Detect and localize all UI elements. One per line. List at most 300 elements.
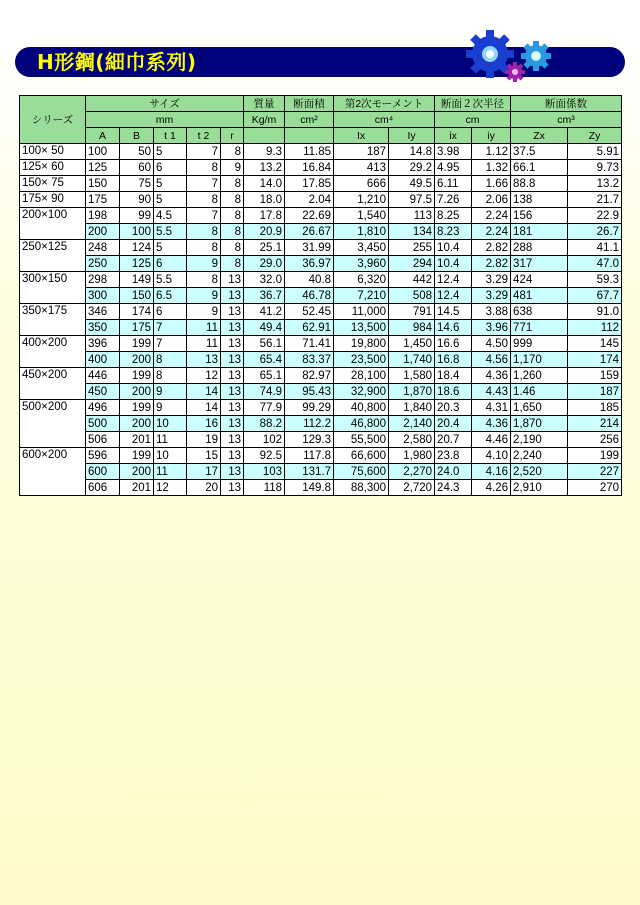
cell-radius-ix: 16.8 <box>435 352 472 368</box>
cell-radius-ix: 12.4 <box>435 272 472 288</box>
header-mass-unit: Kg/m <box>244 112 285 128</box>
cell-a: 500 <box>86 416 120 432</box>
cell-area: 26.67 <box>285 224 334 240</box>
series-cell: 500×200 <box>20 400 86 448</box>
header-area-unit: cm² <box>285 112 334 128</box>
cell-t2: 14 <box>187 384 221 400</box>
header-sub-iy-moment: Iy <box>389 128 435 144</box>
cell-radius-iy: 1.66 <box>472 176 511 192</box>
cell-radius-ix: 8.25 <box>435 208 472 224</box>
cell-t2: 7 <box>187 208 221 224</box>
cell-modulus-zx: 88.8 <box>511 176 568 192</box>
cell-modulus-zx: 317 <box>511 256 568 272</box>
header-area-blank <box>285 128 334 144</box>
cell-moment-ix: 666 <box>334 176 389 192</box>
cell-a: 350 <box>86 320 120 336</box>
cell-r: 8 <box>221 208 244 224</box>
cell-radius-ix: 20.4 <box>435 416 472 432</box>
cell-a: 125 <box>86 160 120 176</box>
cell-mass: 103 <box>244 464 285 480</box>
cell-t1: 7 <box>154 320 187 336</box>
cell-radius-iy: 4.36 <box>472 416 511 432</box>
table-body <box>20 144 622 496</box>
table-row <box>20 224 622 240</box>
table-row <box>20 352 622 368</box>
cell-radius-ix: 4.95 <box>435 160 472 176</box>
header-sub-t1: t 1 <box>154 128 187 144</box>
cell-a: 250 <box>86 256 120 272</box>
cell-moment-iy: 1,870 <box>389 384 435 400</box>
cell-t2: 14 <box>187 400 221 416</box>
cell-t2: 9 <box>187 288 221 304</box>
cell-mass: 17.8 <box>244 208 285 224</box>
cell-t1: 4.5 <box>154 208 187 224</box>
series-cell: 100× 50 <box>20 144 86 160</box>
cell-t2: 20 <box>187 480 221 496</box>
cell-moment-iy: 791 <box>389 304 435 320</box>
cell-b: 99 <box>120 208 154 224</box>
table-row <box>20 432 622 448</box>
cell-b: 174 <box>120 304 154 320</box>
cell-r: 13 <box>221 384 244 400</box>
header-mass: 質量 <box>244 96 285 112</box>
cell-modulus-zx: 1,170 <box>511 352 568 368</box>
cell-a: 346 <box>86 304 120 320</box>
header-sub-zy: Zy <box>568 128 622 144</box>
cell-modulus-zy: 185 <box>568 400 622 416</box>
cell-t2: 9 <box>187 256 221 272</box>
cell-modulus-zy: 21.7 <box>568 192 622 208</box>
cell-moment-iy: 1,740 <box>389 352 435 368</box>
cell-area: 40.8 <box>285 272 334 288</box>
header-sub-a: A <box>86 128 120 144</box>
series-cell: 125× 60 <box>20 160 86 176</box>
cell-t1: 11 <box>154 432 187 448</box>
cell-area: 149.8 <box>285 480 334 496</box>
table-row <box>20 480 622 496</box>
cell-moment-iy: 134 <box>389 224 435 240</box>
cell-moment-iy: 442 <box>389 272 435 288</box>
table-row <box>20 192 622 208</box>
cell-t1: 7 <box>154 336 187 352</box>
header-area: 断面積 <box>285 96 334 112</box>
cell-moment-iy: 1,580 <box>389 368 435 384</box>
cell-radius-iy: 2.82 <box>472 240 511 256</box>
cell-moment-ix: 1,810 <box>334 224 389 240</box>
cell-b: 149 <box>120 272 154 288</box>
cell-r: 8 <box>221 192 244 208</box>
cell-modulus-zx: 1,260 <box>511 368 568 384</box>
cell-radius-ix: 7.26 <box>435 192 472 208</box>
cell-modulus-zx: 2,520 <box>511 464 568 480</box>
cell-moment-iy: 2,580 <box>389 432 435 448</box>
cell-moment-ix: 55,500 <box>334 432 389 448</box>
cell-moment-ix: 19,800 <box>334 336 389 352</box>
table-row <box>20 384 622 400</box>
cell-modulus-zy: 112 <box>568 320 622 336</box>
cell-t1: 8 <box>154 368 187 384</box>
cell-moment-ix: 187 <box>334 144 389 160</box>
cell-a: 300 <box>86 288 120 304</box>
cell-modulus-zx: 481 <box>511 288 568 304</box>
series-cell: 300×150 <box>20 272 86 304</box>
cell-radius-iy: 3.88 <box>472 304 511 320</box>
header-size-unit: mm <box>86 112 244 128</box>
cell-modulus-zx: 1,650 <box>511 400 568 416</box>
cell-radius-iy: 3.96 <box>472 320 511 336</box>
cell-t1: 12 <box>154 480 187 496</box>
header-modulus-unit: cm³ <box>511 112 622 128</box>
cell-moment-iy: 49.5 <box>389 176 435 192</box>
cell-moment-ix: 88,300 <box>334 480 389 496</box>
table-row <box>20 336 622 352</box>
cell-b: 50 <box>120 144 154 160</box>
cell-b: 201 <box>120 480 154 496</box>
cell-t2: 8 <box>187 192 221 208</box>
cell-t2: 9 <box>187 304 221 320</box>
cell-modulus-zy: 145 <box>568 336 622 352</box>
header-sub-zx: Zx <box>511 128 568 144</box>
cell-radius-iy: 4.16 <box>472 464 511 480</box>
cell-modulus-zy: 270 <box>568 480 622 496</box>
series-cell: 150× 75 <box>20 176 86 192</box>
cell-modulus-zy: 187 <box>568 384 622 400</box>
cell-a: 450 <box>86 384 120 400</box>
cell-area: 2.04 <box>285 192 334 208</box>
cell-mass: 74.9 <box>244 384 285 400</box>
cell-modulus-zx: 66.1 <box>511 160 568 176</box>
cell-area: 112.2 <box>285 416 334 432</box>
cell-modulus-zx: 181 <box>511 224 568 240</box>
cell-mass: 88.2 <box>244 416 285 432</box>
cell-radius-ix: 8.23 <box>435 224 472 240</box>
cell-area: 31.99 <box>285 240 334 256</box>
cell-moment-ix: 1,540 <box>334 208 389 224</box>
cell-t1: 11 <box>154 464 187 480</box>
cell-t1: 9 <box>154 400 187 416</box>
cell-radius-iy: 4.10 <box>472 448 511 464</box>
table-row <box>20 304 622 320</box>
table-row <box>20 448 622 464</box>
cell-radius-ix: 3.98 <box>435 144 472 160</box>
cell-mass: 102 <box>244 432 285 448</box>
cell-radius-ix: 16.6 <box>435 336 472 352</box>
cell-r: 13 <box>221 448 244 464</box>
cell-r: 8 <box>221 144 244 160</box>
cell-radius-iy: 4.46 <box>472 432 511 448</box>
cell-modulus-zx: 138 <box>511 192 568 208</box>
cell-modulus-zy: 22.9 <box>568 208 622 224</box>
cell-t2: 16 <box>187 416 221 432</box>
cell-moment-iy: 97.5 <box>389 192 435 208</box>
cell-modulus-zx: 2,240 <box>511 448 568 464</box>
cell-radius-ix: 20.7 <box>435 432 472 448</box>
table-row <box>20 368 622 384</box>
cell-moment-ix: 6,320 <box>334 272 389 288</box>
cell-b: 75 <box>120 176 154 192</box>
cell-moment-ix: 11,000 <box>334 304 389 320</box>
cell-b: 60 <box>120 160 154 176</box>
cell-mass: 118 <box>244 480 285 496</box>
cell-modulus-zx: 1,870 <box>511 416 568 432</box>
cell-area: 17.85 <box>285 176 334 192</box>
cell-r: 13 <box>221 400 244 416</box>
cell-t2: 17 <box>187 464 221 480</box>
table-row <box>20 160 622 176</box>
cell-modulus-zy: 9.73 <box>568 160 622 176</box>
cell-t1: 5 <box>154 192 187 208</box>
cell-a: 175 <box>86 192 120 208</box>
header-size: サイズ <box>86 96 244 112</box>
cell-t2: 11 <box>187 336 221 352</box>
cell-modulus-zy: 159 <box>568 368 622 384</box>
cell-radius-ix: 6.11 <box>435 176 472 192</box>
table-row <box>20 288 622 304</box>
cell-a: 198 <box>86 208 120 224</box>
table-row <box>20 240 622 256</box>
cell-t2: 7 <box>187 144 221 160</box>
cell-moment-iy: 1,450 <box>389 336 435 352</box>
cell-a: 506 <box>86 432 120 448</box>
cell-b: 200 <box>120 416 154 432</box>
cell-t2: 8 <box>187 240 221 256</box>
cell-b: 150 <box>120 288 154 304</box>
cell-t1: 6 <box>154 256 187 272</box>
cell-mass: 41.2 <box>244 304 285 320</box>
cell-modulus-zy: 13.2 <box>568 176 622 192</box>
cell-radius-ix: 14.5 <box>435 304 472 320</box>
cell-radius-iy: 4.50 <box>472 336 511 352</box>
cell-mass: 92.5 <box>244 448 285 464</box>
cell-b: 124 <box>120 240 154 256</box>
cell-a: 596 <box>86 448 120 464</box>
cell-radius-ix: 10.4 <box>435 240 472 256</box>
cell-radius-ix: 24.3 <box>435 480 472 496</box>
cell-a: 298 <box>86 272 120 288</box>
cell-radius-ix: 12.4 <box>435 288 472 304</box>
cell-moment-ix: 28,100 <box>334 368 389 384</box>
cell-radius-ix: 18.6 <box>435 384 472 400</box>
cell-t1: 8 <box>154 352 187 368</box>
cell-area: 95.43 <box>285 384 334 400</box>
cell-t1: 6 <box>154 304 187 320</box>
cell-radius-iy: 1.32 <box>472 160 511 176</box>
cell-radius-iy: 4.56 <box>472 352 511 368</box>
cell-r: 13 <box>221 304 244 320</box>
cell-radius-ix: 14.6 <box>435 320 472 336</box>
cell-moment-iy: 984 <box>389 320 435 336</box>
cell-modulus-zy: 26.7 <box>568 224 622 240</box>
cell-modulus-zy: 256 <box>568 432 622 448</box>
cell-r: 13 <box>221 432 244 448</box>
table-row <box>20 256 622 272</box>
cell-modulus-zx: 37.5 <box>511 144 568 160</box>
cell-b: 199 <box>120 400 154 416</box>
cell-modulus-zy: 67.7 <box>568 288 622 304</box>
cell-moment-iy: 294 <box>389 256 435 272</box>
cell-area: 52.45 <box>285 304 334 320</box>
cell-radius-iy: 2.24 <box>472 224 511 240</box>
cell-b: 90 <box>120 192 154 208</box>
cell-moment-iy: 508 <box>389 288 435 304</box>
cell-mass: 36.7 <box>244 288 285 304</box>
cell-t1: 5.5 <box>154 224 187 240</box>
cell-t2: 13 <box>187 352 221 368</box>
cell-moment-iy: 29.2 <box>389 160 435 176</box>
cell-a: 150 <box>86 176 120 192</box>
cell-t2: 8 <box>187 160 221 176</box>
cell-b: 200 <box>120 352 154 368</box>
cell-moment-ix: 40,800 <box>334 400 389 416</box>
cell-area: 99.29 <box>285 400 334 416</box>
cell-area: 16.84 <box>285 160 334 176</box>
series-cell: 175× 90 <box>20 192 86 208</box>
cell-a: 200 <box>86 224 120 240</box>
cell-radius-iy: 2.24 <box>472 208 511 224</box>
cell-r: 13 <box>221 288 244 304</box>
header-radius: 断面２次半径 <box>435 96 511 112</box>
cell-a: 600 <box>86 464 120 480</box>
table-row <box>20 208 622 224</box>
cell-mass: 18.0 <box>244 192 285 208</box>
cell-area: 131.7 <box>285 464 334 480</box>
header-sub-t2: t 2 <box>187 128 221 144</box>
cell-mass: 25.1 <box>244 240 285 256</box>
header-moment-unit: cm⁴ <box>334 112 435 128</box>
cell-mass: 9.3 <box>244 144 285 160</box>
cell-moment-ix: 46,800 <box>334 416 389 432</box>
cell-modulus-zy: 59.3 <box>568 272 622 288</box>
cell-r: 13 <box>221 320 244 336</box>
cell-radius-iy: 4.31 <box>472 400 511 416</box>
cell-modulus-zx: 999 <box>511 336 568 352</box>
cell-radius-iy: 4.26 <box>472 480 511 496</box>
cell-r: 8 <box>221 240 244 256</box>
cell-a: 100 <box>86 144 120 160</box>
gears-icon <box>462 28 562 84</box>
cell-moment-ix: 66,600 <box>334 448 389 464</box>
cell-b: 199 <box>120 368 154 384</box>
series-cell: 400×200 <box>20 336 86 368</box>
cell-t1: 6.5 <box>154 288 187 304</box>
cell-modulus-zx: 2,190 <box>511 432 568 448</box>
cell-r: 8 <box>221 256 244 272</box>
cell-area: 82.97 <box>285 368 334 384</box>
cell-radius-ix: 23.8 <box>435 448 472 464</box>
cell-t2: 11 <box>187 320 221 336</box>
cell-moment-ix: 413 <box>334 160 389 176</box>
cell-t1: 5.5 <box>154 272 187 288</box>
cell-modulus-zx: 638 <box>511 304 568 320</box>
cell-moment-iy: 2,270 <box>389 464 435 480</box>
cell-mass: 32.0 <box>244 272 285 288</box>
cell-t1: 10 <box>154 448 187 464</box>
cell-t1: 5 <box>154 240 187 256</box>
header-series: シリーズ <box>20 96 86 144</box>
cell-modulus-zx: 2,910 <box>511 480 568 496</box>
cell-radius-iy: 4.43 <box>472 384 511 400</box>
cell-modulus-zx: 771 <box>511 320 568 336</box>
cell-r: 13 <box>221 368 244 384</box>
cell-b: 199 <box>120 336 154 352</box>
cell-t2: 8 <box>187 224 221 240</box>
table-row <box>20 416 622 432</box>
table-row <box>20 144 622 160</box>
cell-moment-ix: 23,500 <box>334 352 389 368</box>
cell-moment-ix: 32,900 <box>334 384 389 400</box>
series-cell: 200×100 <box>20 208 86 240</box>
cell-moment-ix: 3,450 <box>334 240 389 256</box>
cell-modulus-zy: 174 <box>568 352 622 368</box>
cell-a: 446 <box>86 368 120 384</box>
cell-moment-iy: 255 <box>389 240 435 256</box>
cell-mass: 20.9 <box>244 224 285 240</box>
cell-b: 200 <box>120 464 154 480</box>
cell-area: 117.8 <box>285 448 334 464</box>
cell-radius-iy: 1.12 <box>472 144 511 160</box>
cell-modulus-zy: 214 <box>568 416 622 432</box>
cell-modulus-zy: 227 <box>568 464 622 480</box>
cell-mass: 65.1 <box>244 368 285 384</box>
cell-r: 13 <box>221 352 244 368</box>
cell-modulus-zy: 47.0 <box>568 256 622 272</box>
cell-b: 175 <box>120 320 154 336</box>
cell-area: 62.91 <box>285 320 334 336</box>
cell-mass: 49.4 <box>244 320 285 336</box>
cell-modulus-zx: 1.46 <box>511 384 568 400</box>
cell-r: 13 <box>221 272 244 288</box>
series-cell: 600×200 <box>20 448 86 496</box>
series-cell: 250×125 <box>20 240 86 272</box>
cell-b: 200 <box>120 384 154 400</box>
cell-t1: 5 <box>154 144 187 160</box>
cell-moment-iy: 1,980 <box>389 448 435 464</box>
cell-area: 129.3 <box>285 432 334 448</box>
cell-moment-iy: 2,720 <box>389 480 435 496</box>
series-cell: 350×175 <box>20 304 86 336</box>
cell-moment-iy: 1,840 <box>389 400 435 416</box>
cell-t1: 5 <box>154 176 187 192</box>
cell-mass: 65.4 <box>244 352 285 368</box>
cell-t1: 6 <box>154 160 187 176</box>
cell-b: 100 <box>120 224 154 240</box>
cell-a: 396 <box>86 336 120 352</box>
cell-t2: 12 <box>187 368 221 384</box>
header-moment: 第2次モーメント <box>334 96 435 112</box>
cell-r: 9 <box>221 160 244 176</box>
table-row <box>20 464 622 480</box>
header-sub-ix-moment: Ix <box>334 128 389 144</box>
header-modulus: 断面係数 <box>511 96 622 112</box>
cell-t1: 10 <box>154 416 187 432</box>
header-sub-iy-radius: iy <box>472 128 511 144</box>
cell-radius-ix: 18.4 <box>435 368 472 384</box>
cell-mass: 56.1 <box>244 336 285 352</box>
cell-r: 13 <box>221 336 244 352</box>
header-mass-blank <box>244 128 285 144</box>
cell-modulus-zy: 41.1 <box>568 240 622 256</box>
cell-mass: 29.0 <box>244 256 285 272</box>
cell-radius-ix: 24.0 <box>435 464 472 480</box>
cell-mass: 14.0 <box>244 176 285 192</box>
table-row <box>20 176 622 192</box>
cell-r: 8 <box>221 224 244 240</box>
cell-modulus-zy: 91.0 <box>568 304 622 320</box>
cell-radius-ix: 20.3 <box>435 400 472 416</box>
cell-modulus-zx: 288 <box>511 240 568 256</box>
cell-modulus-zy: 5.91 <box>568 144 622 160</box>
cell-t2: 7 <box>187 176 221 192</box>
